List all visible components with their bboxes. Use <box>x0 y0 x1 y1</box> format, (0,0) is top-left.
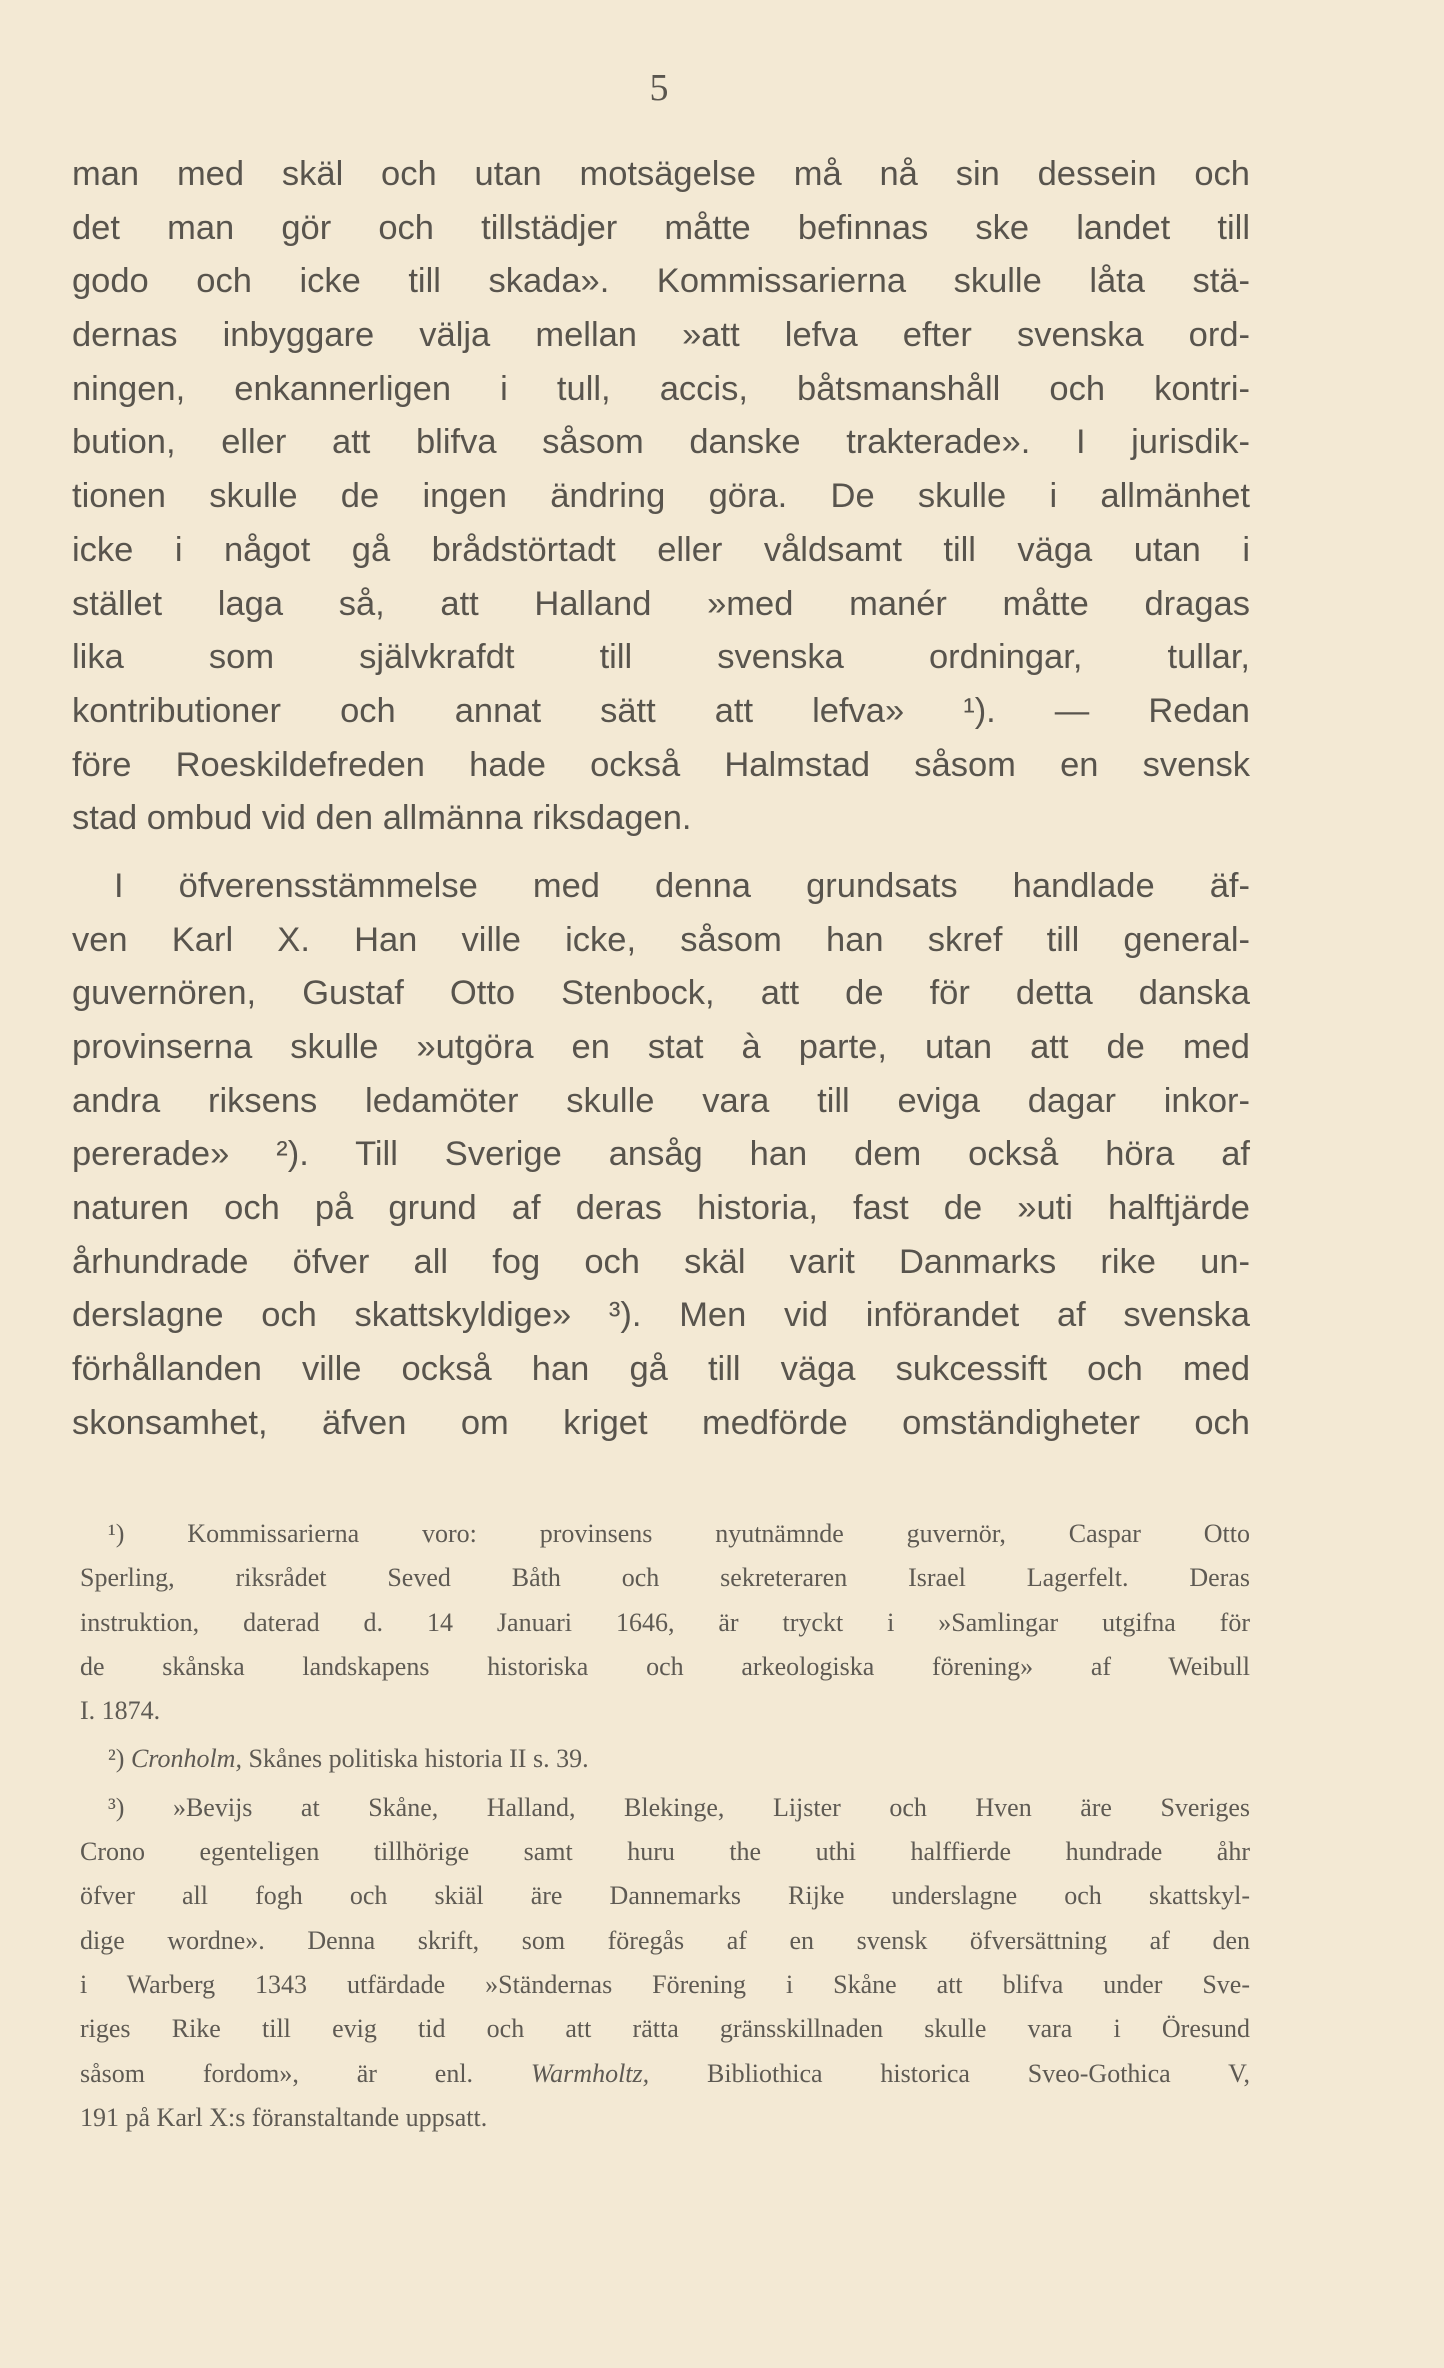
footnote-3-author: Warmholtz, <box>530 2058 650 2088</box>
footnote-2-author: Cronholm, <box>130 1744 242 1774</box>
footnote-2-marker: ²) <box>108 1744 125 1774</box>
footnotes <box>80 1512 1250 2140</box>
body-line: århundrade öfver all fog och skäl varit Danmarks rike un- <box>72 1242 1250 1281</box>
footnote-1-line: ¹) Kommissarierna voro: provinsens nyutnämnde guvernör, Caspar Otto <box>108 1519 1250 1548</box>
footnote-3-text: Bibliothica historica Sveo-Gothica V, <box>707 2058 1251 2088</box>
body-line: ven Karl X. Han ville icke, såsom han skref till general- <box>72 920 1250 959</box>
footnote-3-line <box>80 2052 1250 2096</box>
body-line: skonsamhet, äfven om kriget medförde omständigheter och <box>72 1403 1250 1442</box>
body-line: godo och icke till skada». Kommissarierna skulle låta stä- <box>72 262 1250 301</box>
footnote-3-line: riges Rike till evig tid och att rätta gränsskillnaden skulle vara i Öresund <box>80 2014 1250 2044</box>
body-line: derslagne och skattskyldige» ³). Men vid införandet af svenska <box>72 1296 1250 1335</box>
body-line: icke i något gå brådstörtadt eller våldsamt till väga utan i <box>72 530 1250 569</box>
body-line: provinserna skulle »utgöra en stat à parte, utan att de med <box>72 1028 1250 1066</box>
body-line: dernas inbyggare välja mellan »att lefva efter svenska ord- <box>72 316 1250 355</box>
body-line: stället laga så, att Halland »med manér måtte dragas <box>72 584 1250 623</box>
body-line: före Roeskildefreden hade också Halmstad såsom en svensk <box>72 745 1250 784</box>
footnote-3-text: såsom fordom», är enl. <box>80 2058 474 2088</box>
footnote-3-line: ³) »Bevijs at Skåne, Halland, Blekinge, Lijster och Hven äre Sveriges <box>108 1792 1250 1822</box>
body-line: naturen och på grund af deras historia, fast de »uti halftjärde <box>72 1189 1250 1228</box>
footnote-3-line: i Warberg 1343 utfärdade »Ständernas Förening i Skåne att blifva under Sve- <box>80 1969 1250 1999</box>
body-line: guvernören, Gustaf Otto Stenbock, att de för detta danska <box>72 974 1250 1013</box>
body-line: tionen skulle de ingen ändring göra. De skulle i allmänhet <box>72 477 1250 516</box>
footnote-1-line: instruktion, daterad d. 14 Januari 1646, är tryckt i »Samlingar utgifna för <box>80 1607 1250 1637</box>
footnote-1-line: Sperling, riksrådet Seved Båth och sekreteraren Israel Lagerfelt. Deras <box>80 1563 1250 1593</box>
footnote-3-line: dige wordne». Denna skrift, som föregås af en svensk öfversättning af den <box>80 1925 1250 1955</box>
footnote-3-line: Crono egenteligen tillhörige samt huru the uthi halffierde hundrade åhr <box>80 1837 1250 1867</box>
footnote-1-line: I. 1874. <box>80 1696 161 1726</box>
page-number: 5 <box>649 67 669 109</box>
body-line: andra riksens ledamöter skulle vara till eviga dagar inkor- <box>72 1081 1250 1120</box>
footnote-3-line: öfver all fogh och skiäl äre Dannemarks Rijke underslagne och skattskyl- <box>80 1881 1250 1911</box>
body-line: I öfverensstämmelse med denna grundsats handlade äf- <box>114 866 1250 905</box>
body-line: pererade» ²). Till Sverige ansåg han dem också höra af <box>72 1135 1250 1174</box>
body-line: förhållanden ville också han gå till väga sukcessift och med <box>72 1350 1250 1389</box>
footnote-2 <box>80 1737 1250 1781</box>
footnote-2-text: Skånes politiska historia II s. 39. <box>248 1744 589 1774</box>
body-line: man med skäl och utan motsägelse må nå sin dessein och <box>72 155 1250 193</box>
body-line: lika som självkrafdt till svenska ordningar, tullar, <box>72 638 1250 677</box>
body-line: stad ombud vid den allmänna riksdagen. <box>72 799 692 838</box>
body-text <box>72 148 1250 1451</box>
body-line: ningen, enkannerligen i tull, accis, båtsmanshåll och kontri- <box>72 369 1250 408</box>
body-line: bution, eller att blifva såsom danske trakterade». I jurisdik- <box>72 423 1250 462</box>
footnote-3-line: 191 på Karl X:s föranstaltande uppsatt. <box>80 2102 488 2132</box>
footnote-1-line: de skånska landskapens historiska och arkeologiska förening» af Weibull <box>80 1651 1250 1681</box>
body-line: kontributioner och annat sätt att lefva» ¹). — Redan <box>72 691 1250 730</box>
body-line: det man gör och tillstädjer måtte befinnas ske landet till <box>72 208 1250 247</box>
